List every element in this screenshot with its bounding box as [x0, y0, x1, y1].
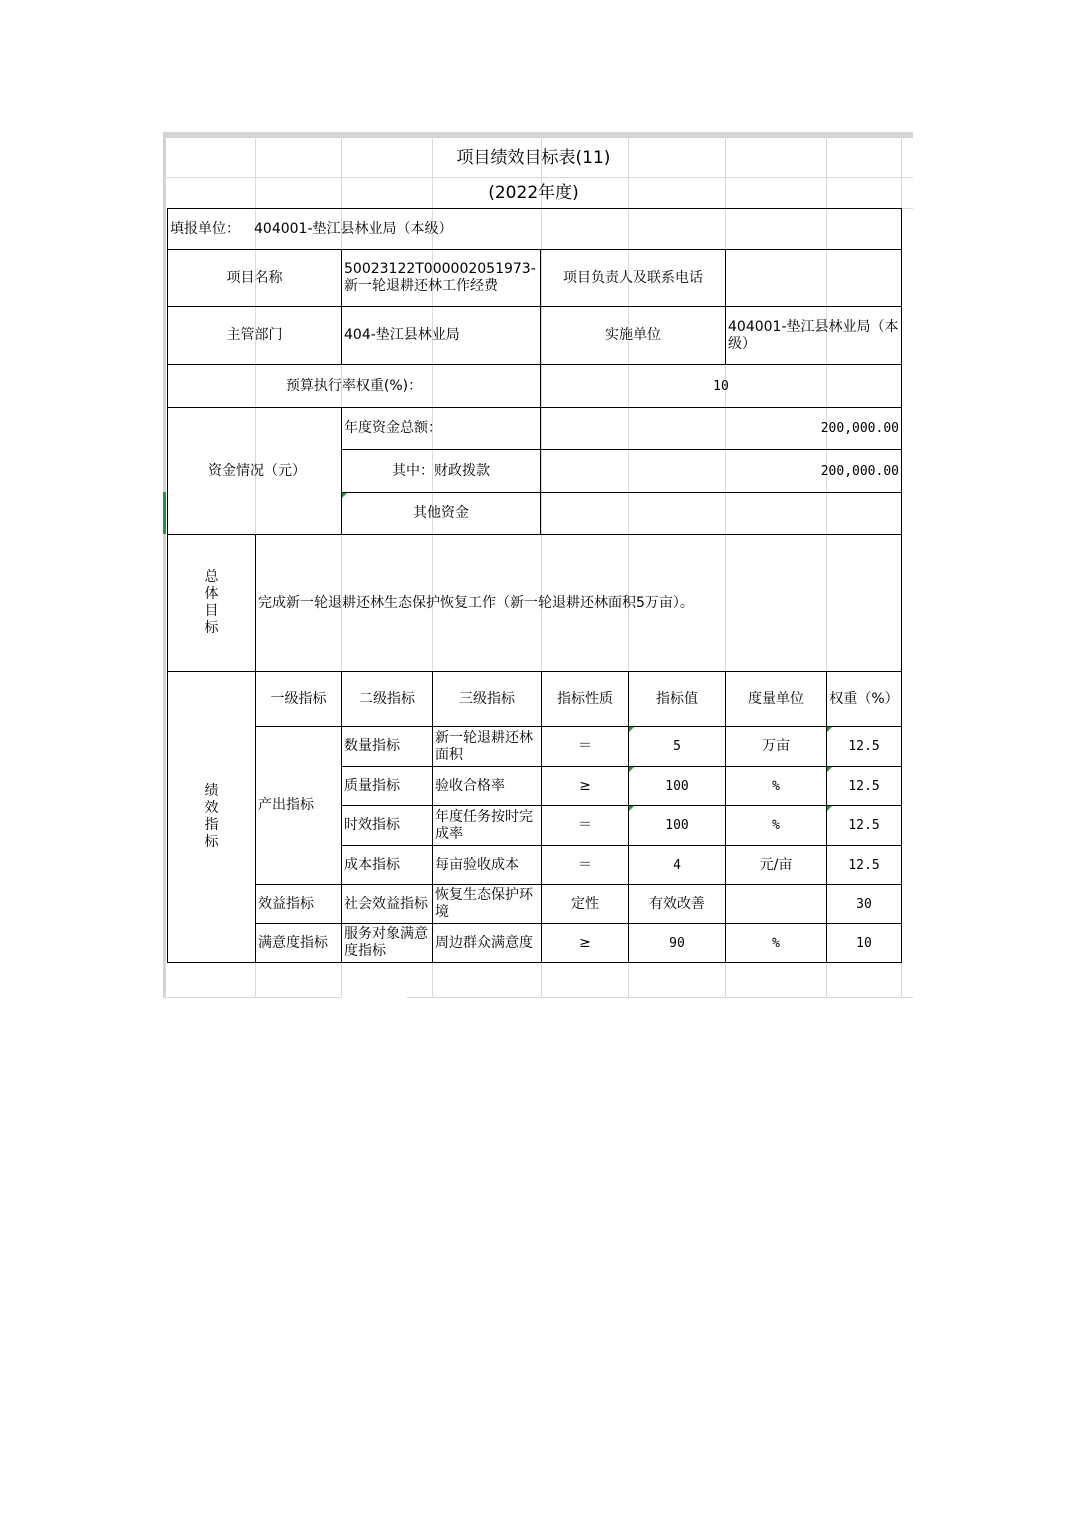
- row-weight: 12.5: [826, 845, 902, 885]
- funds-total-value: 200,000.00: [540, 407, 902, 450]
- report-unit-value: 404001-垫江县林业局（本级）: [254, 220, 453, 237]
- funds-other-label: 其他资金: [341, 492, 541, 535]
- project-contact-value: [725, 249, 902, 307]
- goal-label: [167, 534, 256, 672]
- row-header-bar: [163, 132, 166, 998]
- row-level3: 验收合格率: [432, 766, 542, 806]
- spreadsheet-sheet: [163, 132, 913, 998]
- cell-comment-marker: [342, 493, 347, 498]
- row-unit: 元/亩: [725, 845, 827, 885]
- header-unit: 度量单位: [725, 671, 827, 727]
- row-level3: 每亩验收成本: [432, 845, 542, 885]
- budget-weight-value: 10: [540, 364, 902, 408]
- goal-label-char: 总: [204, 569, 219, 585]
- row-value: 90: [628, 923, 726, 963]
- header-level1: 一级指标: [255, 671, 342, 727]
- row-weight: 12.5: [826, 726, 902, 767]
- row-value: 4: [628, 845, 726, 885]
- row-value: 100: [628, 805, 726, 846]
- row-weight: 12.5: [826, 805, 902, 846]
- level1-satisfaction: 满意度指标: [255, 923, 342, 963]
- row-level3: 新一轮退耕还林面积: [432, 726, 542, 767]
- row-level3: 年度任务按时完成率: [432, 805, 542, 846]
- header-level2: 二级指标: [341, 671, 433, 727]
- impl-unit-value: 404001-垫江县林业局（本级）: [725, 306, 902, 365]
- indicators-label-char: 标: [204, 834, 219, 850]
- cell-comment-marker: [827, 767, 832, 772]
- cell-comment-marker: [629, 727, 634, 732]
- row-value: 5: [628, 726, 726, 767]
- row-level3: 周边群众满意度: [432, 923, 542, 963]
- project-contact-label: 项目负责人及联系电话: [540, 249, 726, 307]
- row-weight: 30: [826, 884, 902, 924]
- row-level2: 成本指标: [341, 845, 433, 885]
- gridline: [163, 997, 913, 998]
- funds-total-label: 年度资金总额：: [341, 407, 541, 450]
- row-value: 有效改善: [628, 884, 726, 924]
- dept-value: 404-垫江县林业局: [341, 306, 541, 365]
- goal-text: 完成新一轮退耕还林生态保护恢复工作（新一轮退耕还林面积5万亩）。: [255, 534, 902, 672]
- goal-label-char: 体: [204, 586, 219, 602]
- row-level2: 社会效益指标: [341, 884, 433, 924]
- project-name-value: 50023122T000002051973-新一轮退耕还林工作经费: [341, 249, 541, 307]
- selection-marker: [163, 492, 166, 534]
- row-level2: 时效指标: [341, 805, 433, 846]
- header-level3: 三级指标: [432, 671, 542, 727]
- funds-fiscal-value: 200,000.00: [540, 449, 902, 493]
- report-unit-label: 填报单位：: [170, 220, 240, 237]
- table-year: (2022年度): [488, 183, 579, 203]
- row-value: 100: [628, 766, 726, 806]
- project-name-label: 项目名称: [167, 249, 342, 307]
- funds-other-value: [540, 492, 902, 535]
- cell-comment-marker: [629, 767, 634, 772]
- funds-label: 资金情况（元）: [167, 407, 342, 535]
- header-weight: 权重（%）: [826, 671, 902, 727]
- row-weight: 10: [826, 923, 902, 963]
- indicators-label-char: 绩: [204, 783, 219, 799]
- header-nature: 指标性质: [541, 671, 629, 727]
- level1-benefit: 效益指标: [255, 884, 342, 924]
- indicators-label: [167, 671, 256, 963]
- row-unit: 万亩: [725, 726, 827, 767]
- goal-label-char: 目: [204, 603, 219, 619]
- report-unit-row: [167, 208, 902, 250]
- table-title: 项目绩效目标表(11): [456, 147, 611, 168]
- row-nature: 定性: [541, 884, 629, 924]
- row-level3: 恢复生态保护环境: [432, 884, 542, 924]
- header-value: 指标值: [628, 671, 726, 727]
- row-unit: %: [725, 805, 827, 846]
- row-weight: 12.5: [826, 766, 902, 806]
- funds-fiscal-label: 其中：财政拨款: [341, 449, 541, 493]
- row-level2: 质量指标: [341, 766, 433, 806]
- row-level2: 数量指标: [341, 726, 433, 767]
- cell-comment-marker: [827, 727, 832, 732]
- indicators-label-char: 指: [204, 817, 219, 833]
- cell-comment-marker: [827, 806, 832, 811]
- dept-label: 主管部门: [167, 306, 342, 365]
- row-unit: %: [725, 923, 827, 963]
- row-nature: ＝: [541, 845, 629, 885]
- row-nature: ＝: [541, 805, 629, 846]
- blank-area: [342, 963, 407, 998]
- goal-label-char: 标: [204, 620, 219, 636]
- cell-comment-marker: [629, 806, 634, 811]
- level1-output: 产出指标: [255, 726, 342, 885]
- row-unit: [725, 884, 827, 924]
- impl-unit-label: 实施单位: [540, 306, 726, 365]
- row-nature: ＝: [541, 726, 629, 767]
- indicators-label-char: 效: [204, 800, 219, 816]
- budget-weight-label: 预算执行率权重(%)：: [167, 364, 541, 408]
- row-level2: 服务对象满意度指标: [341, 923, 433, 963]
- row-nature: ≥: [541, 923, 629, 963]
- row-unit: %: [725, 766, 827, 806]
- row-nature: ≥: [541, 766, 629, 806]
